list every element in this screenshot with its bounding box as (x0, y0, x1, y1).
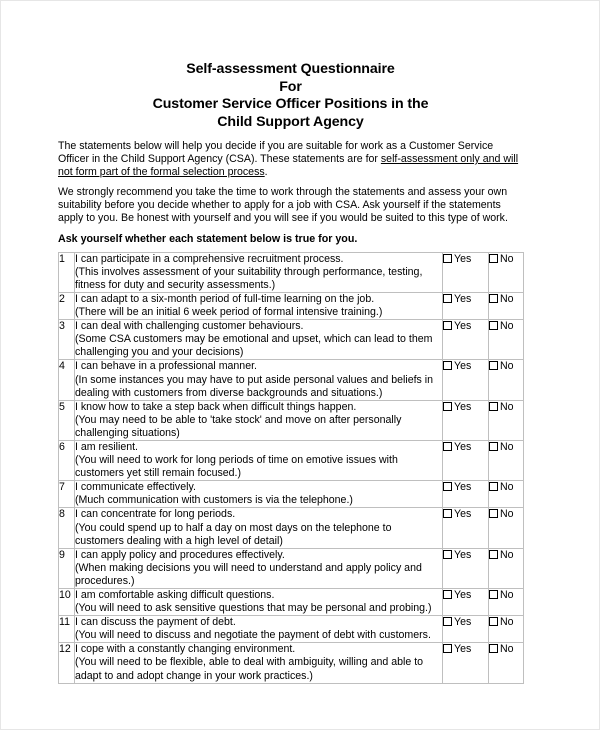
no-option-label: No (500, 643, 514, 656)
row-number: 3 (59, 320, 75, 360)
title-line-2: For (279, 78, 302, 95)
no-option-label: No (500, 292, 514, 305)
no-option-cell[interactable] (489, 616, 524, 643)
statement-note: (You will need to be flexible, able to deal with ambiguity, willing and able to adapt to and adopt change in your work practices.) (75, 656, 424, 682)
no-option[interactable] (489, 293, 514, 306)
no-checkbox[interactable] (489, 254, 498, 263)
no-checkbox[interactable] (489, 550, 498, 559)
no-checkbox[interactable] (489, 617, 498, 626)
yes-checkbox[interactable] (443, 294, 452, 303)
row-number: 8 (59, 508, 75, 548)
intro-p1-text-b: . (264, 166, 268, 179)
statement-note: (You may need to be able to 'take stock' and move on after personally challenging situations) (75, 413, 402, 439)
no-option-label: No (500, 481, 514, 494)
row-statement-cell (75, 481, 443, 508)
questionnaire-table (58, 252, 524, 684)
row-number: 10 (59, 589, 75, 616)
row-statement-cell (75, 252, 443, 292)
yes-option[interactable] (443, 508, 471, 521)
statement-text: I can discuss the payment of debt. (75, 616, 236, 629)
yes-option[interactable] (443, 320, 471, 333)
no-option[interactable] (489, 401, 514, 414)
no-option-label: No (500, 360, 514, 373)
row-number: 12 (59, 643, 75, 683)
table-row (59, 548, 524, 588)
no-option[interactable] (489, 616, 514, 629)
yes-option[interactable] (443, 549, 471, 562)
statement-text: I can concentrate for long periods. (75, 508, 236, 521)
no-option-label: No (500, 616, 514, 629)
yes-checkbox[interactable] (443, 550, 452, 559)
questionnaire-table-body (59, 252, 524, 683)
yes-option[interactable] (443, 360, 471, 373)
yes-option[interactable] (443, 253, 471, 266)
yes-option[interactable] (443, 616, 471, 629)
table-row (59, 400, 524, 440)
yes-option-label: Yes (454, 440, 472, 453)
yes-checkbox[interactable] (443, 509, 452, 518)
no-option[interactable] (489, 481, 514, 494)
no-option-label: No (500, 252, 514, 265)
statement-text: I am resilient. (75, 440, 138, 453)
yes-option-cell[interactable] (443, 400, 489, 440)
yes-checkbox[interactable] (443, 590, 452, 599)
row-statement-cell (75, 508, 443, 548)
yes-option[interactable] (443, 643, 471, 656)
statement-note: (There will be an initial 6 week period of formal intensive training.) (75, 306, 383, 319)
statement-note: (You will need to ask sensitive questions that may be personal and probing.) (75, 602, 432, 615)
yes-option-cell[interactable] (443, 292, 489, 319)
yes-checkbox[interactable] (443, 617, 452, 626)
no-option-cell[interactable] (489, 508, 524, 548)
yes-option-cell[interactable] (443, 252, 489, 292)
yes-option-label: Yes (454, 400, 472, 413)
no-option-cell[interactable] (489, 360, 524, 400)
title-line-4: Child Support Agency (217, 113, 364, 130)
no-option[interactable] (489, 441, 514, 454)
yes-option-cell[interactable] (443, 508, 489, 548)
no-checkbox[interactable] (489, 294, 498, 303)
row-statement-cell (75, 643, 443, 683)
row-number: 2 (59, 292, 75, 319)
row-number: 1 (59, 252, 75, 292)
table-row (59, 508, 524, 548)
intro-paragraph-1 (58, 140, 523, 179)
table-row (59, 589, 524, 616)
table-row (59, 292, 524, 319)
row-number: 5 (59, 400, 75, 440)
table-row (59, 320, 524, 360)
row-number: 6 (59, 440, 75, 480)
no-option-label: No (500, 589, 514, 601)
table-row (59, 643, 524, 683)
no-checkbox[interactable] (489, 509, 498, 518)
no-option-label: No (500, 320, 514, 333)
statement-note: (Much communication with customers is via the telephone.) (75, 494, 353, 507)
row-statement-cell (75, 589, 443, 616)
no-option-cell[interactable] (489, 589, 524, 616)
yes-option-cell[interactable] (443, 616, 489, 643)
statement-note: (This involves assessment of your suitability through performance, testing, fitness for duty and security assessments.) (75, 265, 423, 291)
yes-option-cell[interactable] (443, 360, 489, 400)
yes-option-cell[interactable] (443, 440, 489, 480)
statement-note: (Some CSA customers may be emotional and upset, which can lead to them challenging you and your decisions) (75, 333, 433, 359)
row-number: 7 (59, 481, 75, 508)
no-option-cell[interactable] (489, 548, 524, 588)
yes-option-cell[interactable] (443, 481, 489, 508)
yes-option-label: Yes (454, 508, 472, 521)
row-number: 9 (59, 548, 75, 588)
row-statement-cell (75, 440, 443, 480)
yes-option-label: Yes (454, 292, 472, 305)
row-statement-cell (75, 616, 443, 643)
table-row (59, 616, 524, 643)
statement-text: I can participate in a comprehensive recruitment process. (75, 252, 344, 265)
intro-p1-underlined: self-assessment only and will not form part of the formal selection process (58, 153, 519, 179)
yes-option-cell[interactable] (443, 548, 489, 588)
yes-option-label: Yes (454, 252, 472, 265)
no-option-cell[interactable] (489, 643, 524, 683)
yes-checkbox[interactable] (443, 361, 452, 370)
row-statement-cell (75, 320, 443, 360)
yes-option[interactable] (443, 589, 471, 602)
no-option-cell[interactable] (489, 292, 524, 319)
no-option-cell[interactable] (489, 440, 524, 480)
yes-option-cell[interactable] (443, 320, 489, 360)
no-option-cell[interactable] (489, 252, 524, 292)
table-row (59, 252, 524, 292)
row-number: 11 (59, 616, 75, 643)
statement-text: I can deal with challenging customer behaviours. (75, 320, 304, 333)
statement-note: (You will need to work for long periods of time on emotive issues with customers yet still remain focused.) (75, 454, 398, 480)
document-content (58, 61, 523, 684)
no-checkbox[interactable] (489, 442, 498, 451)
row-statement-cell (75, 360, 443, 400)
no-option[interactable] (489, 253, 514, 266)
no-option[interactable] (489, 643, 514, 656)
yes-checkbox[interactable] (443, 321, 452, 330)
no-option[interactable] (489, 320, 514, 333)
row-number: 4 (59, 360, 75, 400)
table-row (59, 440, 524, 480)
statement-text: I can behave in a professional manner. (75, 360, 257, 373)
no-option[interactable] (489, 360, 514, 373)
document-title (58, 61, 523, 131)
yes-checkbox[interactable] (443, 644, 452, 653)
statement-text: I am comfortable asking difficult questions. (75, 589, 275, 601)
statement-note: (In some instances you may have to put aside personal values and beliefs in dealing with customers from diverse backgrounds and situations.) (75, 373, 434, 399)
no-checkbox[interactable] (489, 321, 498, 330)
intro-paragraph-2: We strongly recommend you take the time to work through the statements and assess your own suitability before you decide whether to apply for a job with CSA. Ask yourself if the statements apply to you. Be honest with yourself and you will see if you would be suited to this type of work. (58, 186, 508, 225)
intro-p1-text-a: The statements below will help you decide if you are suitable for work as a Customer Service Officer in the Child Support Agency (CSA). These statements are for (58, 140, 494, 166)
yes-option-label: Yes (454, 589, 472, 601)
statement-text: I can apply policy and procedures effectively. (75, 548, 285, 561)
no-option-label: No (500, 548, 514, 561)
statement-note: (You will need to discuss and negotiate the payment of debt with customers. (75, 629, 431, 642)
no-option-cell[interactable] (489, 400, 524, 440)
row-statement-cell (75, 400, 443, 440)
row-statement-cell (75, 292, 443, 319)
intro-section (58, 140, 523, 246)
yes-option[interactable] (443, 441, 471, 454)
title-line-1: Self-assessment Questionnaire (186, 61, 395, 77)
statement-text: I cope with a constantly changing environment. (75, 643, 296, 656)
yes-option-label: Yes (454, 481, 472, 494)
table-row (59, 360, 524, 400)
table-row (59, 481, 524, 508)
yes-checkbox[interactable] (443, 442, 452, 451)
statement-note: (You could spend up to half a day on most days on the telephone to customers dealing with a high level of detail) (75, 521, 392, 547)
title-line-3: Customer Service Officer Positions in the (152, 96, 429, 112)
statement-text: I can adapt to a six-month period of full-time learning on the job. (75, 292, 375, 305)
statement-text: I know how to take a step back when difficult things happen. (75, 400, 357, 413)
no-option[interactable] (489, 589, 514, 602)
no-checkbox[interactable] (489, 402, 498, 411)
yes-option[interactable] (443, 481, 471, 494)
yes-option-label: Yes (454, 360, 472, 373)
yes-option[interactable] (443, 293, 471, 306)
yes-option-label: Yes (454, 320, 472, 333)
no-checkbox[interactable] (489, 482, 498, 491)
yes-checkbox[interactable] (443, 254, 452, 263)
no-checkbox[interactable] (489, 590, 498, 599)
no-option-cell[interactable] (489, 481, 524, 508)
statement-text: I communicate effectively. (75, 481, 196, 494)
no-option-label: No (500, 400, 514, 413)
yes-checkbox[interactable] (443, 482, 452, 491)
no-option[interactable] (489, 508, 514, 521)
no-option-label: No (500, 440, 514, 453)
yes-option-cell[interactable] (443, 589, 489, 616)
no-checkbox[interactable] (489, 644, 498, 653)
statement-note: (When making decisions you will need to understand and apply policy and procedures.) (75, 561, 422, 587)
yes-option-label: Yes (454, 548, 472, 561)
row-statement-cell (75, 548, 443, 588)
yes-option[interactable] (443, 401, 471, 414)
yes-option-label: Yes (454, 643, 472, 656)
yes-option-cell[interactable] (443, 643, 489, 683)
intro-bold-instruction: Ask yourself whether each statement below is true for you. (58, 232, 358, 245)
no-checkbox[interactable] (489, 361, 498, 370)
yes-checkbox[interactable] (443, 402, 452, 411)
no-option-label: No (500, 508, 514, 521)
yes-option-label: Yes (454, 616, 472, 629)
no-option[interactable] (489, 549, 514, 562)
no-option-cell[interactable] (489, 320, 524, 360)
